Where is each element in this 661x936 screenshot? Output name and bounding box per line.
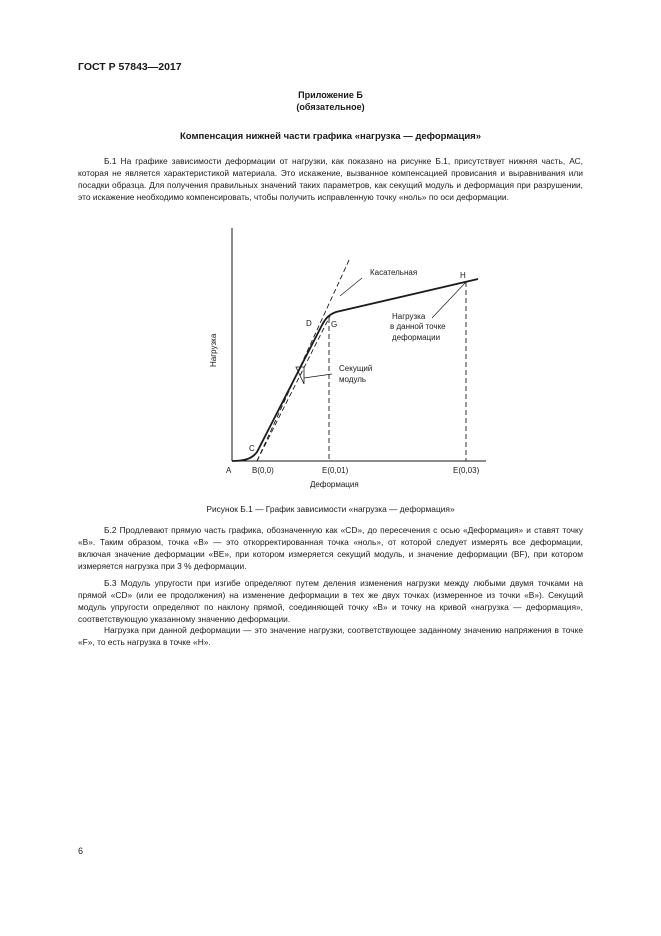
- x-axis-label: Деформация: [310, 480, 359, 489]
- appendix-heading: [0, 89, 661, 113]
- paragraph-load-at-deformation: Нагрузка при данной деформации — это значение нагрузки, соответствующее заданному значению напряжения в точке «F», то есть нагрузка в точке «H».: [78, 625, 583, 647]
- figure-caption: Рисунок Б.1 — График зависимости «нагрузка — деформация»: [206, 504, 455, 514]
- load-label-line2: в данной точке: [390, 322, 446, 331]
- page-number: 6: [78, 846, 84, 856]
- tangent-label: Касательная: [370, 268, 418, 277]
- point-e003-label: E(0,03): [453, 466, 480, 475]
- load-deformation-figure: [200, 222, 490, 494]
- secant-line: [257, 316, 330, 461]
- appendix-title: Приложение Б: [298, 90, 363, 100]
- paragraph-b2: Б.2 Продлевают прямую часть графика, обозначенную как «CD», до пересечения с осью «Деформация» и ставят точку «B». Таким образом, точка «B» — это откорректированная точка «ноль», от которой следует измерять все деформации, включая значение деформации «BE», при котором измеряется секущий модуль, и значение деформации (BF), при котором измеряется нагрузка при 3 % деформации.: [78, 525, 583, 571]
- secant-label-line1: Секущий: [339, 364, 373, 373]
- paragraph-b3: Б.3 Модуль упругости при изгибе определяют путем деления изменения нагрузки между любыми двумя точками на прямой «CD» (или ее продолжения) на изменение деформации в тех же двух точках (измеренное из точки «B»). Секущий модуль упругости определяют по наклону прямой, соединяющей точку «B» и точку на кривой «нагрузка — деформация», соответствующую указанному значению деформации.: [78, 578, 583, 624]
- load-leader: [432, 282, 466, 318]
- secant-leader: [304, 374, 332, 378]
- y-axis-label: Нагрузка: [209, 333, 218, 367]
- load-label-line3: деформации: [392, 333, 441, 342]
- point-a-label: A: [226, 466, 232, 475]
- point-h-label: H: [460, 271, 466, 280]
- standard-number: ГОСТ Р 57843—2017: [78, 61, 182, 73]
- point-d-label: D: [306, 319, 312, 328]
- point-e001-label: E(0,01): [322, 466, 349, 475]
- load-deformation-graph: [200, 222, 490, 494]
- point-b-label: B(0,0): [252, 466, 274, 475]
- load-label-line1: Нагрузка: [392, 312, 426, 321]
- paragraph-b1: Б.1 На графике зависимости деформации от нагрузки, как показано на рисунке Б.1, присутствует нижняя часть, АС, которая не является характеристикой материала. Это искажение, вызванное компенсацией провисания и выравнивания или посадки образца. Для получения правильных значений таких параметров, как секущий модуль и деформация при разрушении, это искажение необходимо компенсировать, чтобы получить исправленную точку «ноль» по оси деформации.: [78, 156, 583, 202]
- section-title: Компенсация нижней части графика «нагрузка — деформация»: [179, 131, 482, 142]
- appendix-status: (обязательное): [296, 102, 365, 112]
- point-c-label: C: [249, 444, 255, 453]
- tangent-leader: [340, 278, 362, 296]
- point-g-label: G: [331, 320, 338, 329]
- secant-label-line2: модуль: [339, 375, 367, 384]
